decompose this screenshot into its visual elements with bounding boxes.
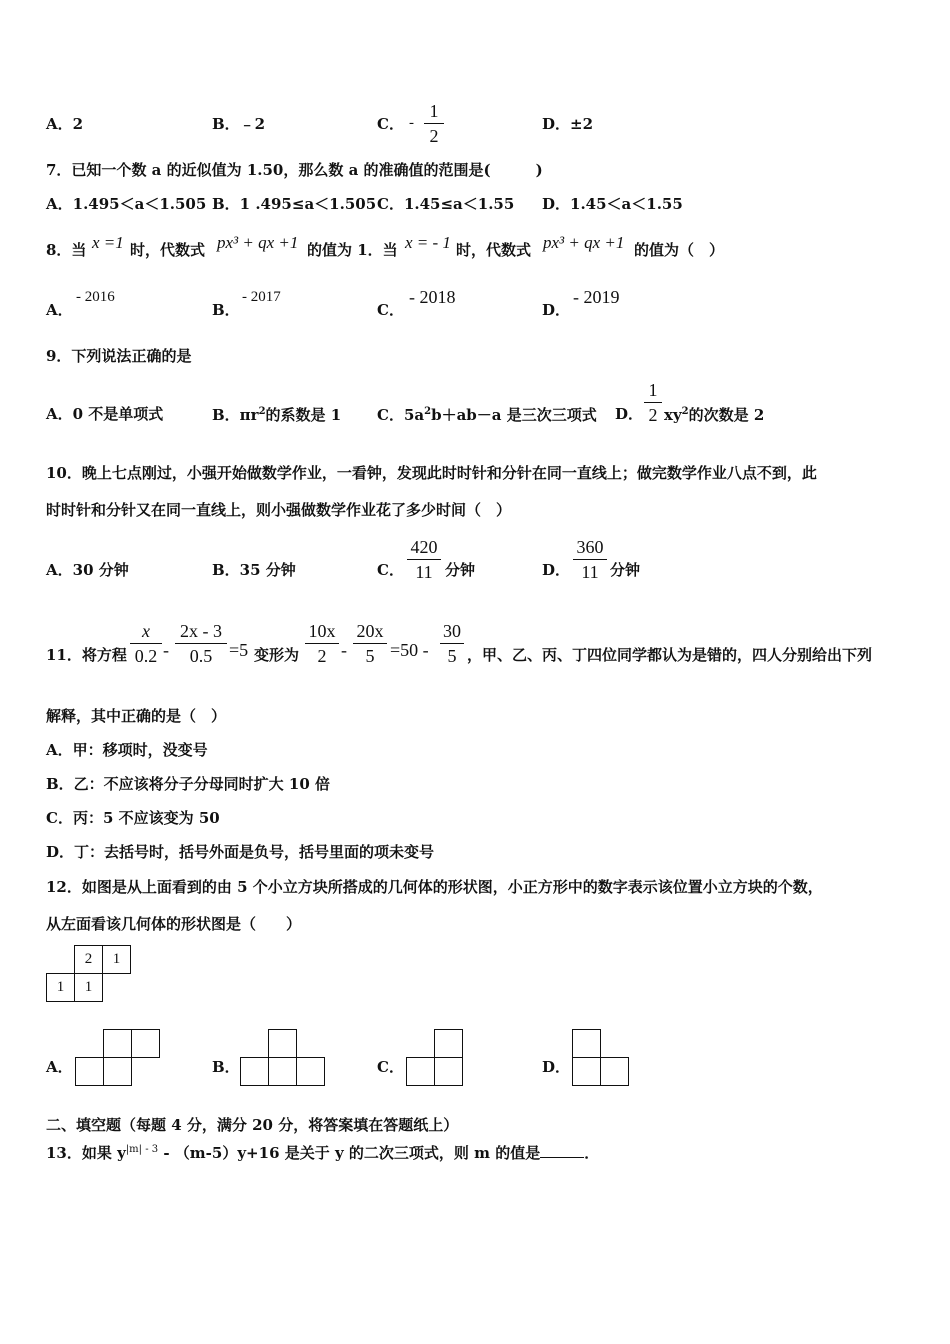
q10-option-d-unit: 分钟: [610, 561, 641, 579]
q6-option-c-label: C．: [377, 115, 404, 133]
top-view-cell: 1: [74, 973, 103, 1002]
q10-option-c-fraction: $\frac{420}{11}$: [407, 538, 441, 581]
q12-option-c-label: C．: [377, 1058, 404, 1076]
q11-fraction-1: $\frac{x}{0.2}$: [130, 622, 162, 665]
q8-text-3: 的值为 1．当: [307, 241, 398, 259]
q8-text-4: 时，代数式: [456, 241, 532, 259]
q11-option-b: B．乙：不应该将分子分母同时扩大 10 倍: [46, 775, 330, 793]
q8-expression-1: px³ + qx +1: [217, 233, 299, 252]
q6-option-b: B．﹣2: [212, 115, 266, 133]
q10-option-c-unit: 分钟: [445, 561, 476, 579]
q11-option-c: C．丙：5 不应该变为 50: [46, 809, 220, 827]
q6-option-a: A．2: [46, 115, 84, 133]
q9-option-b: B．$\pi r^2$的系数是 1: [212, 406, 342, 424]
q7-option-d: D．1.45＜a＜1.55: [542, 195, 683, 213]
q8-option-d-label: D．: [542, 301, 571, 319]
q11-fraction-4: $\frac{20x}{5}$: [353, 622, 387, 665]
q8-text-5: 的值为（ ）: [634, 241, 725, 259]
q6-option-c-sign: -: [409, 115, 414, 131]
q11-fraction-5: $\frac{30}{5}$: [440, 622, 464, 665]
q9-stem: 9．下列说法正确的是: [46, 347, 192, 365]
q8-text-1: 8．当: [46, 241, 87, 259]
q8-expression-2: px³ + qx +1: [543, 233, 625, 252]
q9-option-a: A．0 不是单项式: [46, 405, 164, 423]
q8-text-2: 时，代数式: [130, 241, 206, 259]
q10-option-a: A．30 分钟: [46, 561, 129, 579]
q12-option-a-label: A．: [46, 1058, 73, 1076]
q11-option-a: A．甲：移项时，没变号: [46, 741, 208, 759]
q11-minus-2: -: [341, 640, 347, 660]
q7-option-c: C．1.45≤a＜1.55: [377, 195, 515, 213]
q11-stem-suffix: ，甲、乙、丙、丁四位同学都认为是错的，四人分别给出下列: [467, 646, 873, 664]
q11-stem-line2: 解释，其中正确的是（ ）: [46, 707, 227, 725]
top-view-cell: 1: [102, 945, 131, 974]
q6-option-c-fraction: $\frac{1}{2}$: [424, 102, 444, 145]
q10-option-c-label: C．: [377, 561, 404, 579]
q12-option-b-label: B．: [212, 1058, 240, 1076]
q8-option-c-label: C．: [377, 301, 404, 319]
q11-stem-prefix: 11．将方程: [46, 646, 127, 664]
q10-stem-line2: 时时针和分针又在同一直线上，则小强做数学作业花了多少时间（ ）: [46, 501, 512, 519]
q7-option-b: B．1 .495≤a＜1.505: [212, 195, 377, 213]
q8-option-c-value: - 2018: [409, 287, 456, 307]
q12-stem-line2: 从左面看该几何体的形状图是（ ）: [46, 915, 302, 933]
q8-option-b-value: - 2017: [242, 289, 281, 305]
q8-condition-2: x = - 1: [405, 233, 451, 252]
q7-option-a: A．1.495＜a＜1.505: [46, 195, 207, 213]
top-view-cell: 1: [46, 973, 75, 1002]
q11-stem-mid: 变形为: [254, 646, 300, 664]
q10-option-d-fraction: $\frac{360}{11}$: [573, 538, 607, 581]
top-view-cell: 2: [74, 945, 103, 974]
q11-fraction-2: $\frac{2x - 3}{0.5}$: [175, 622, 227, 665]
q10-stem-line1: 10．晚上七点刚过，小强开始做数学作业，一看钟，发现此时时针和分针在同一直线上；做完数学作业八点不到，此: [46, 464, 817, 482]
q9-option-d-fraction: $\frac{1}{2}$: [644, 381, 662, 424]
q10-option-b: B．35 分钟: [212, 561, 296, 579]
q7-stem: 7．已知一个数 a 的近似值为 1.50，那么数 a 的准确值的范围是( ): [46, 161, 543, 179]
q12-option-d-label: D．: [542, 1058, 571, 1076]
q10-option-d-label: D．: [542, 561, 571, 579]
q13-stem: 13．如果 $y^{|m| - 3} - (m-5)y+16$ 是关于 y 的二次三项式，则 m 的值是 ．: [46, 1144, 600, 1162]
q6-option-d: D．±2: [542, 115, 594, 133]
q8-condition-1: x =1: [92, 233, 124, 252]
section-2-heading: 二、填空题（每题 4 分，满分 20 分，将答案填在答题纸上）: [46, 1116, 459, 1134]
q11-equals-1: =5: [229, 640, 249, 660]
q9-option-d-text: $xy^2$的次数是 2: [664, 406, 765, 424]
q8-option-a-label: A．: [46, 301, 73, 319]
q8-option-a-value: - 2016: [76, 289, 115, 305]
q9-option-c: C．$5a^2b+ab-a$ 是三次三项式: [377, 406, 597, 424]
q8-option-d-value: - 2019: [573, 287, 620, 307]
q9-option-d-label: D．: [615, 405, 644, 423]
q13-answer-blank: [540, 1143, 584, 1158]
q11-equals-2: =50 -: [390, 640, 429, 660]
q11-minus-1: -: [163, 640, 169, 660]
q12-stem-line1: 12．如图是从上面看到的由 5 个小立方块所搭成的几何体的形状图，小正方形中的数字表示该位置小立方块的个数，: [46, 878, 823, 896]
q11-fraction-3: $\frac{10x}{2}$: [305, 622, 339, 665]
q11-option-d: D．丁：去括号时，括号外面是负号，括号里面的项未变号: [46, 843, 435, 861]
q8-option-b-label: B．: [212, 301, 240, 319]
